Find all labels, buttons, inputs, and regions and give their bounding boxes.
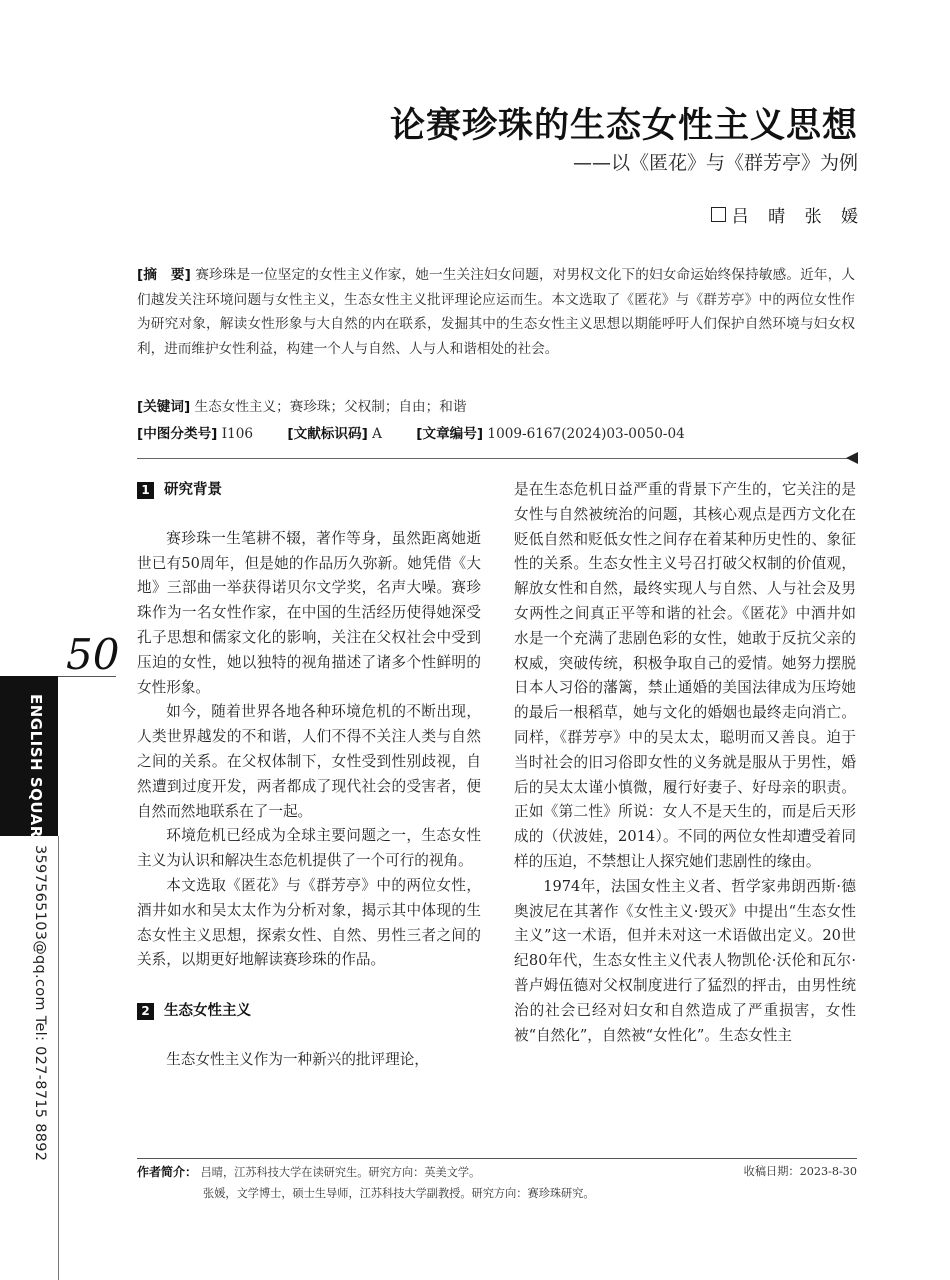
- doc-code-value: A: [372, 426, 382, 442]
- keywords-text: 生态女性主义；赛珍珠；父权制；自由；和谐: [194, 399, 467, 415]
- paragraph: 生态女性主义作为一种新兴的批评理论，: [166, 1050, 429, 1068]
- article-number-label: [文章编号]: [416, 426, 484, 442]
- journal-contact: 3597565103@qq.com Tel: 027-8715 8892: [32, 845, 48, 1162]
- journal-name: ENGLISH SQUARE: [27, 694, 45, 849]
- keywords-row: [137, 395, 855, 415]
- author-bio-1: 吕晴，江苏科技大学在读研究生。研究方向：英美文学。: [200, 1166, 481, 1179]
- section-heading-2: [137, 999, 481, 1024]
- section-title-2: 生态女性主义: [164, 1003, 251, 1020]
- author-bio-line-2: [137, 1185, 857, 1201]
- author-bio-label: 作者简介：: [137, 1165, 198, 1179]
- abstract: [137, 263, 855, 361]
- doc-code-label: [文献标识码]: [287, 426, 368, 442]
- paragraph: 1974年，法国女性主义者、哲学家弗朗西斯·德奥波尼在其著作《女性主义·毁灭》中提出“生态女性主义”这一术语，但并未对这一术语做出定义。20世纪80年代，生态女性主义代表人物凯伦·沃伦和瓦尔·普卢姆伍德对父权制度进行了猛烈的抨击，由男性统治的社会已经对妇女和自然造成了严重损害，女性被“自然化”，自然被“女性化”。生态女性主: [514, 877, 856, 1044]
- page-number: 50: [66, 630, 120, 679]
- paragraph: 是在生态危机日益严重的背景下产生的，它关注的是女性与自然被统治的问题，其核心观点是西方文化在贬低自然和贬低女性之间存在着某种历史性的、象征性的关系。生态女性主义号召打破父权制的价值观，解放女性和自然，最终实现人与自然、人与社会及男女两性之间真正平等和谐的社会。《匿花》中酒井如水是一个充满了悲剧色彩的女性，她敢于反抗父亲的权威，突破传统，积极争取自己的爱情。她努力摆脱日本人习俗的藩篱，禁止通婚的美国法律成为压垮她的最后一根稻草，她与文化的婚姻也最终走向消亡。同样，《群芳亭》中的吴太太，聪明而又善良。迫于当时社会的旧习俗即女性的义务就是服从于男性，婚后的吴太太谨小慎微，履行好妻子、好母亲的职责。正如《第二性》所说：女人不是天生的，而是后天形成的（伏波娃，2014）。不同的两位女性却遭受着同样的压迫，不禁想让人探究她们悲剧性的缘由。: [514, 481, 856, 870]
- margin-line: [58, 836, 59, 1280]
- header-divider: [137, 458, 849, 459]
- arrow-left-icon: [846, 452, 858, 464]
- section-heading-1: [137, 478, 481, 503]
- abstract-label: [摘 要]: [137, 267, 191, 283]
- clc-label: [中图分类号]: [137, 426, 218, 442]
- paragraph: 本文选取《匿花》与《群芳亭》中的两位女性，酒井如水和吴太太作为分析对象，揭示其中体现的生态女性主义思想，探索女性、自然、男性三者之间的关系，以期更好地解读赛珍珠的作品。: [137, 876, 481, 969]
- author-names: 吕 晴 张 媛: [731, 207, 858, 227]
- author-bio-line-1: [137, 1163, 857, 1180]
- section-number-1: 1: [137, 482, 154, 499]
- paragraph: 赛珍珠一生笔耕不辍，著作等身，虽然距离她逝世已有50周年，但是她的作品历久弥新。她凭借《大地》三部曲一举获得诺贝尔文学奖，名声大噪。赛珍珠作为一名女性作家，在中国的生活经历使得她深受孔子思想和儒家文化的影响，关注在父权社会中受到压迫的女性，她以独特的视角描述了诸多个性鲜明的女性形象。: [137, 529, 481, 696]
- page-number-rule: [58, 676, 116, 677]
- left-column: [137, 478, 481, 1073]
- author-box-icon: [711, 207, 726, 222]
- article-subtitle: ——以《匿花》与《群芳亭》为例: [572, 152, 858, 174]
- author-bio-2: 张媛，文学博士，硕士生导师，江苏科技大学副教授。研究方向：赛珍珠研究。: [203, 1187, 595, 1200]
- paragraph: 如今，随着世界各地各种环境危机的不断出现，人类世界越发的不和谐，人们不得不关注人类与自然之间的关系。在父权体制下，女性受到性别歧视，自然遭到过度开发，两者都成了现代社会的受害者，便自然而然地联系在了一起。: [137, 703, 481, 820]
- article-title: 论赛珍珠的生态女性主义思想: [389, 106, 858, 146]
- clc-value: I106: [221, 426, 254, 442]
- section-title-1: 研究背景: [164, 482, 222, 498]
- received-date: 收稿日期：2023-8-30: [743, 1165, 857, 1178]
- classification-row: [137, 422, 855, 442]
- article-number-value: 1009-6167(2024)03-0050-04: [487, 426, 685, 442]
- paragraph: 环境危机已经成为全球主要问题之一，生态女性主义为认识和解决生态危机提供了一个可行的视角。: [137, 827, 481, 870]
- abstract-text: 赛珍珠是一位坚定的女性主义作家，她一生关注妇女问题，对男权文化下的妇女命运始终保持敏感。近年，人们越发关注环境问题与女性主义，生态女性主义批评理论应运而生。本文选取了《匿花》与《群芳亭》中的两位女性作为研究对象，解读女性形象与大自然的内在联系，发掘其中的生态女性主义思想以期能呼吁人们保护自然环境与妇女权利，进而维护女性利益，构建一个人与自然、人与人和谐相处的社会。: [137, 267, 855, 357]
- section-number-2: 2: [137, 1003, 154, 1020]
- footer-divider: [137, 1158, 857, 1159]
- right-column: [514, 478, 856, 1048]
- authors-line: [711, 202, 858, 227]
- keywords-label: [关键词]: [137, 399, 191, 415]
